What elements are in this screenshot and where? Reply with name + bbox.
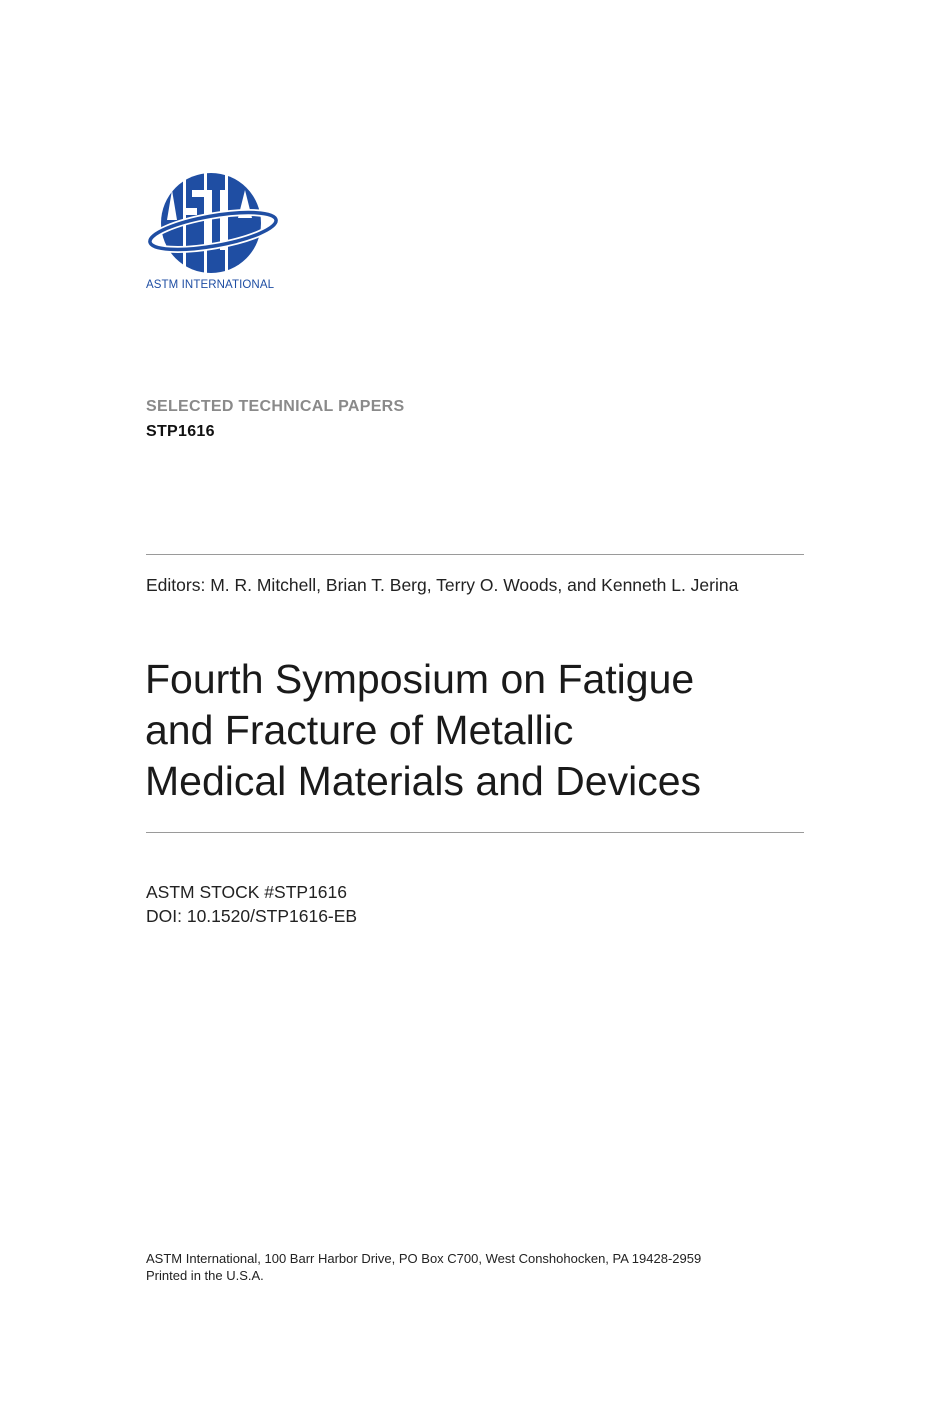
printed-in: Printed in the U.S.A.: [146, 1268, 264, 1283]
title-line: Medical Materials and Devices: [145, 758, 702, 804]
book-title: [145, 654, 825, 807]
publisher-address: ASTM International, 100 Barr Harbor Drive, PO Box C700, West Conshohocken, PA 19428-2959: [146, 1251, 702, 1266]
series-label: SELECTED TECHNICAL PAPERS: [146, 398, 405, 415]
publisher-footer: [146, 1250, 701, 1284]
stock-number: ASTM STOCK #STP1616: [146, 882, 348, 902]
doi: DOI: 10.1520/STP1616-EB: [146, 906, 358, 926]
astm-seal-icon: [145, 168, 280, 278]
divider-bottom: [146, 832, 804, 833]
editors-line: Editors: M. R. Mitchell, Brian T. Berg, Terry O. Woods, and Kenneth L. Jerina: [146, 575, 739, 595]
title-line: and Fracture of Metallic: [145, 707, 574, 753]
org-name: ASTM INTERNATIONAL: [146, 279, 275, 291]
series-number: STP1616: [146, 423, 215, 440]
title-line: Fourth Symposium on Fatigue: [145, 656, 695, 702]
divider-top: [146, 554, 804, 555]
identifiers: [146, 880, 357, 928]
astm-logo: [145, 168, 280, 278]
